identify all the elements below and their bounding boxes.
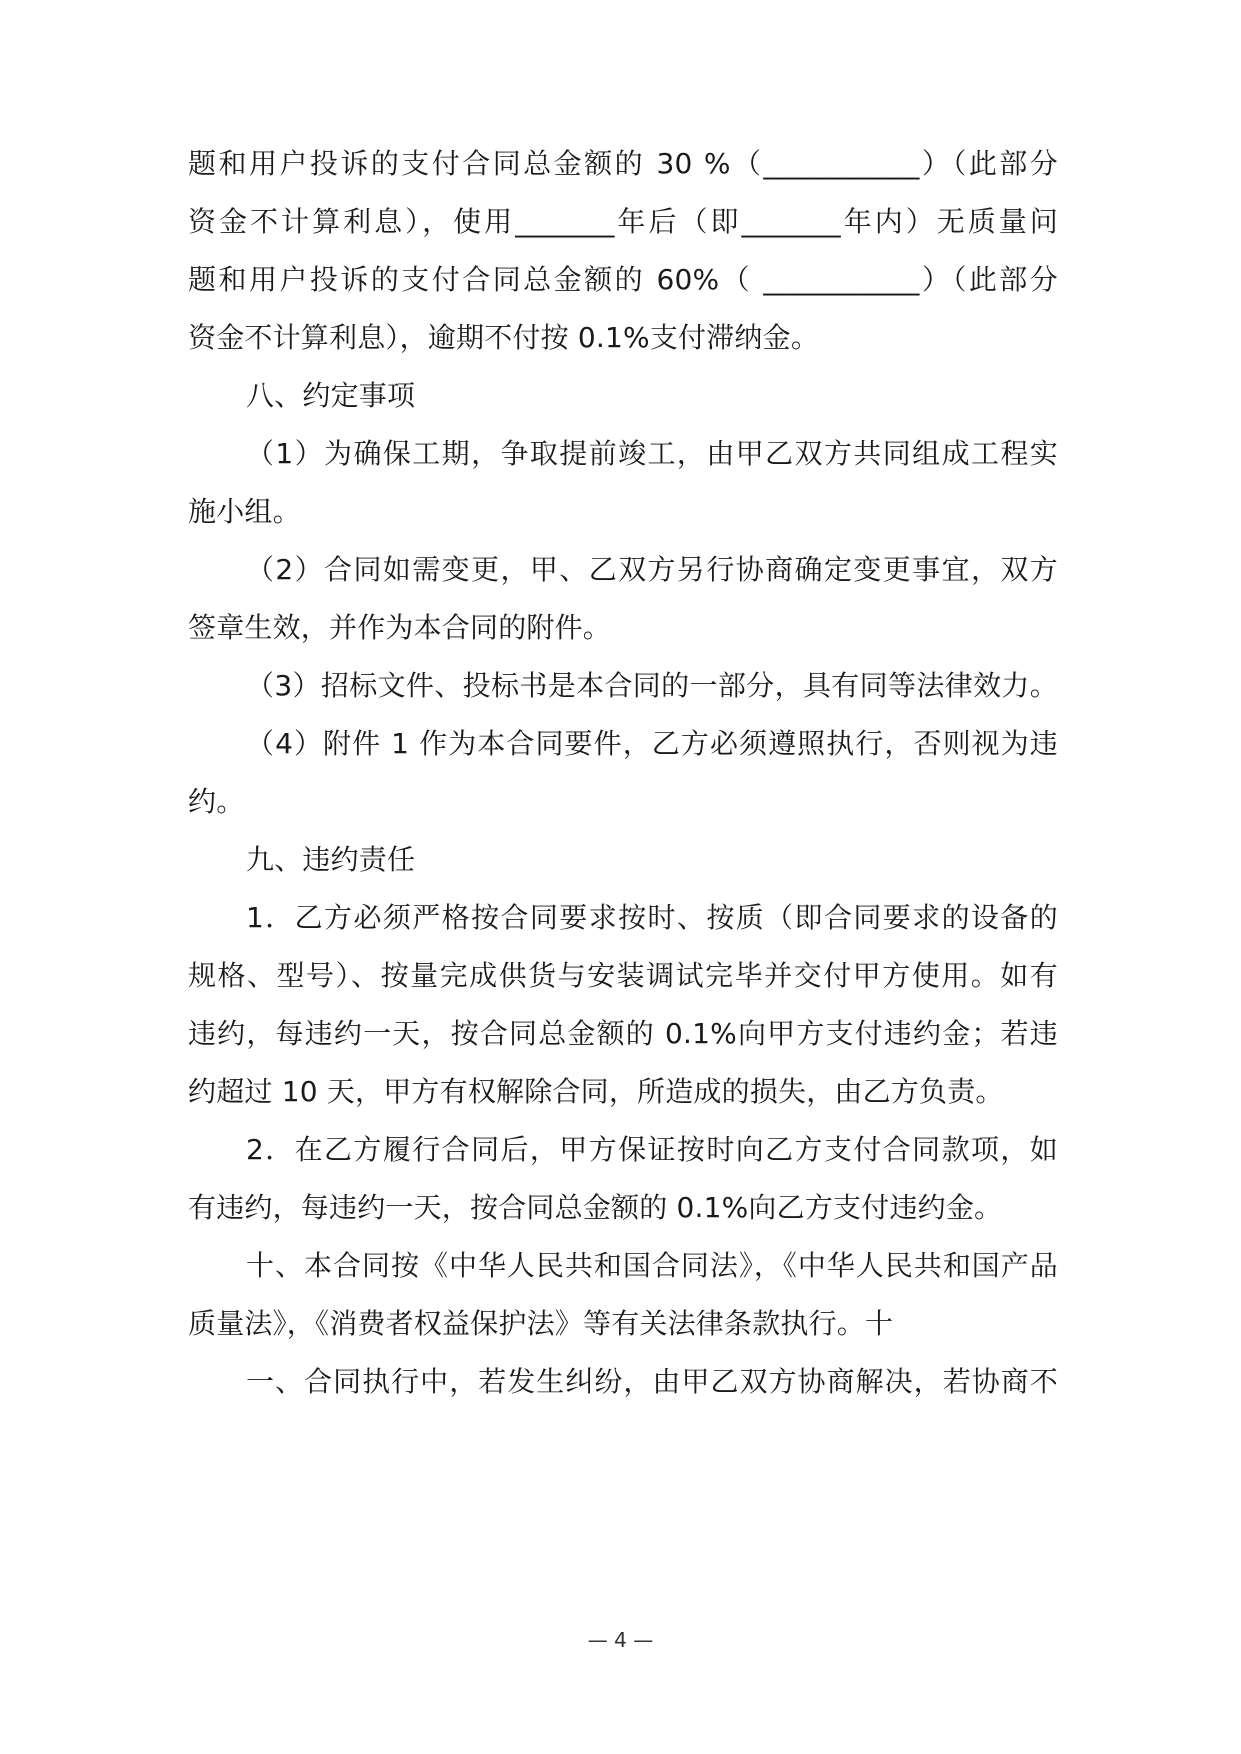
text-line: 资金不计算利息），使用_______年后（即_______年内）无质量问 — [188, 205, 1058, 238]
text-line: 约超过 10 天，甲方有权解除合同，所造成的损失，由乙方负责。 — [188, 1075, 1004, 1108]
text-line: 施小组。 — [188, 495, 301, 528]
text-line: 违约，每违约一天，按合同总金额的 0.1%向甲方支付违约金；若违 — [188, 1017, 1058, 1050]
page-number: — 4 — — [587, 1628, 654, 1652]
text-line: （1）为确保工期，争取提前竣工，由甲乙双方共同组成工程实 — [246, 437, 1058, 470]
text-line: （4）附件 1 作为本合同要件，乙方必须遵照执行，否则视为违 — [246, 727, 1058, 760]
text-line: 质量法》，《消费者权益保护法》等有关法律条款执行。十 — [188, 1307, 894, 1340]
text-line: 约。 — [188, 785, 245, 818]
text-line: 签章生效，并作为本合同的附件。 — [188, 611, 612, 644]
text-line: 题和用户投诉的支付合同总金额的 60%（ ___________）（此部分 — [188, 263, 1058, 296]
text-line: 资金不计算利息），逾期不付按 0.1%支付滞纳金。 — [188, 321, 820, 354]
section-heading: 八、约定事项 — [246, 379, 416, 412]
text-line: （3）招标文件、投标书是本合同的一部分，具有同等法律效力。 — [246, 669, 1058, 702]
text-line: 十、本合同按《中华人民共和国合同法》，《中华人民共和国产品 — [246, 1249, 1058, 1282]
text-line: 题和用户投诉的支付合同总金额的 30 %（___________）（此部分 — [188, 147, 1058, 180]
text-line: （2）合同如需变更，甲、乙双方另行协商确定变更事宜，双方 — [246, 553, 1058, 586]
text-line: 一、合同执行中，若发生纠纷，由甲乙双方协商解决，若协商不 — [246, 1365, 1058, 1398]
section-heading: 九、违约责任 — [246, 843, 416, 876]
text-line: 2．在乙方履行合同后，甲方保证按时向乙方支付合同款项，如 — [246, 1133, 1058, 1166]
text-line: 有违约，每违约一天，按合同总金额的 0.1%向乙方支付违约金。 — [188, 1191, 1003, 1224]
text-line: 1．乙方必须严格按合同要求按时、按质（即合同要求的设备的 — [246, 901, 1058, 934]
text-line: 规格、型号）、按量完成供货与安装调试完毕并交付甲方使用。如有 — [188, 959, 1058, 992]
